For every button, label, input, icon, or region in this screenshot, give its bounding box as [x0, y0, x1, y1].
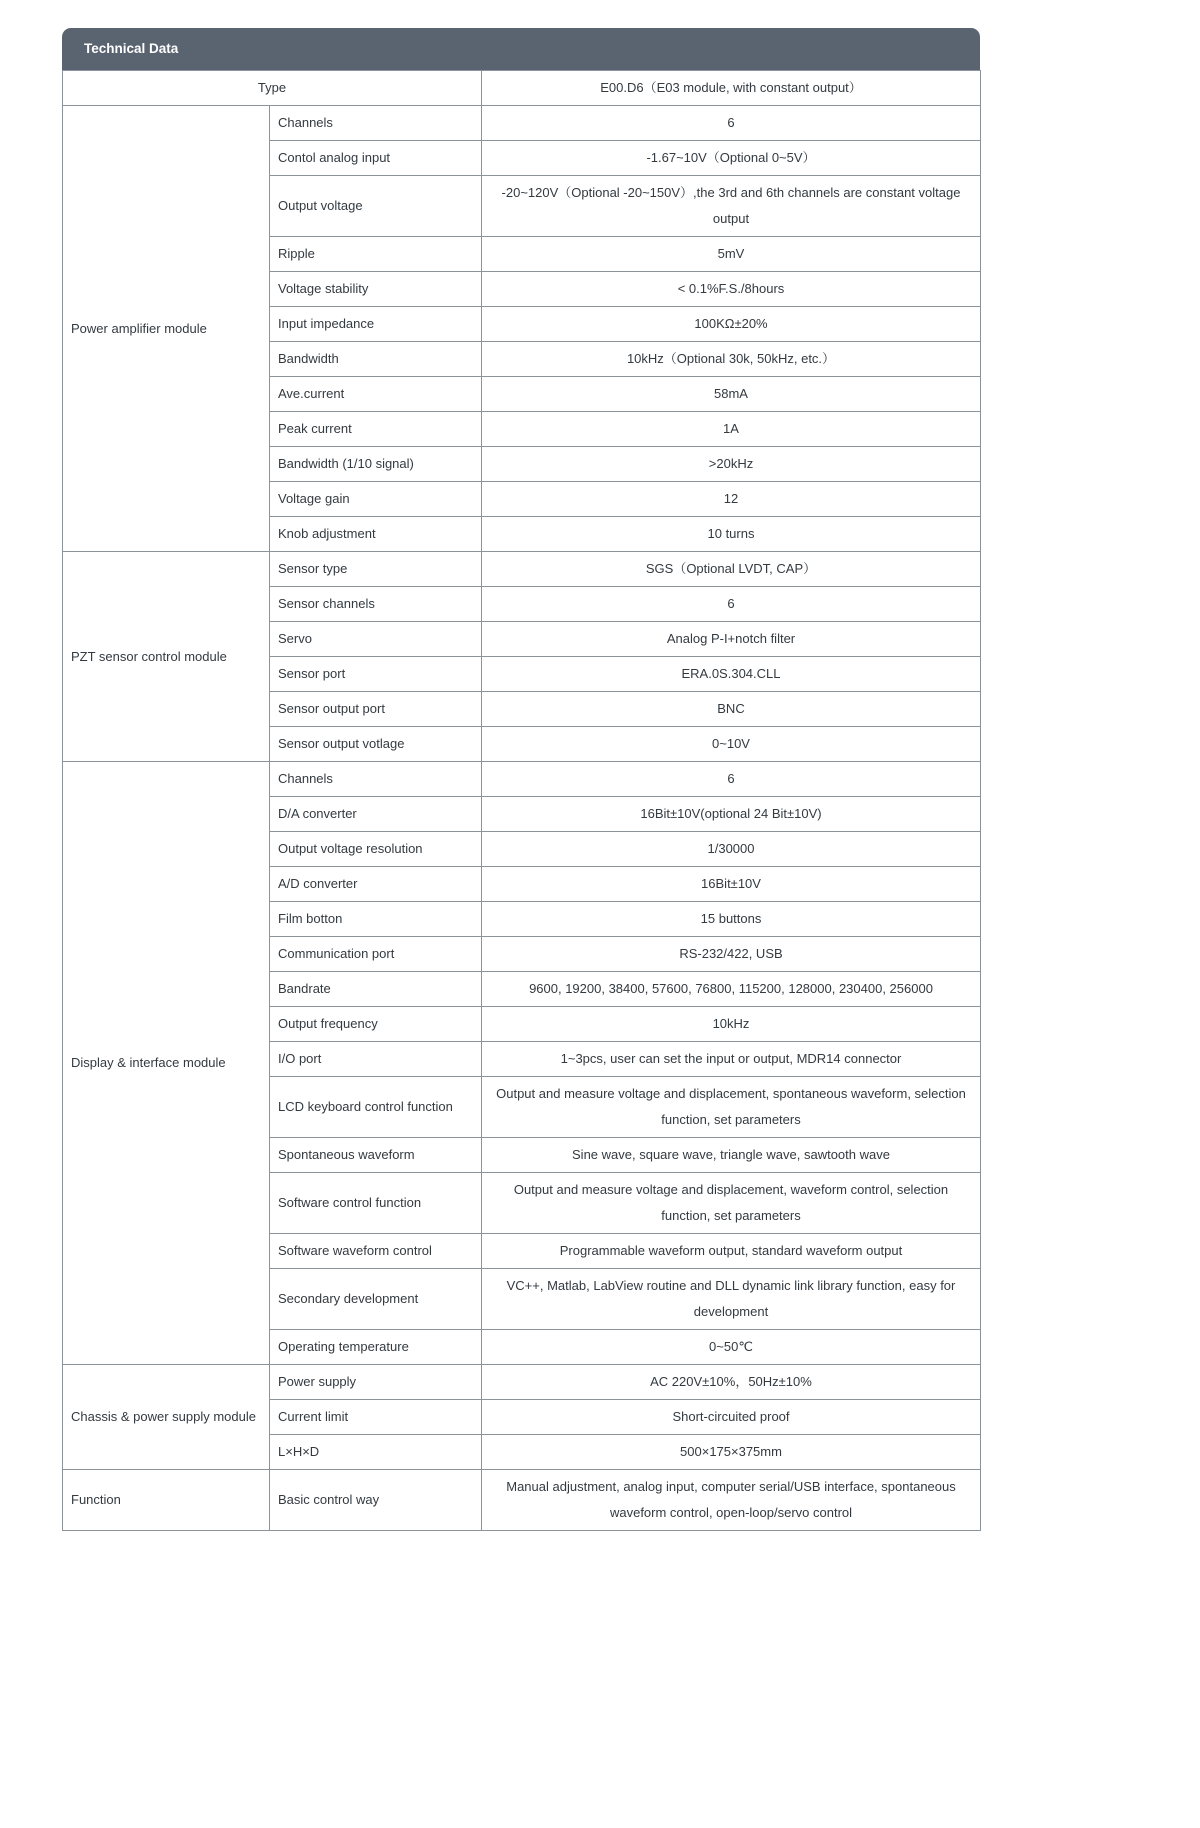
spec-row [63, 1470, 981, 1531]
param-cell: Voltage gain [270, 482, 482, 517]
param-cell: Sensor output votlage [270, 727, 482, 762]
param-cell: Peak current [270, 412, 482, 447]
param-cell: Input impedance [270, 307, 482, 342]
value-cell: < 0.1%F.S./8hours [482, 272, 981, 307]
value-cell: Short-circuited proof [482, 1400, 981, 1435]
value-cell: Manual adjustment, analog input, computer serial/USB interface, spontaneous waveform control, open-loop/servo control [482, 1470, 981, 1531]
technical-data-panel [62, 28, 980, 1531]
module-cell: Function [63, 1470, 270, 1531]
param-cell: LCD keyboard control function [270, 1077, 482, 1138]
param-cell: I/O port [270, 1042, 482, 1077]
value-cell: 10kHz（Optional 30k, 50kHz, etc.） [482, 342, 981, 377]
spec-row [63, 762, 981, 797]
param-cell: Channels [270, 106, 482, 141]
panel-title: Technical Data [62, 28, 980, 70]
param-cell: D/A converter [270, 797, 482, 832]
value-cell: Output and measure voltage and displacement, spontaneous waveform, selection function, set parameters [482, 1077, 981, 1138]
module-cell: Display & interface module [63, 762, 270, 1365]
param-cell: Spontaneous waveform [270, 1138, 482, 1173]
value-cell: SGS（Optional LVDT, CAP） [482, 552, 981, 587]
value-cell: 16Bit±10V(optional 24 Bit±10V) [482, 797, 981, 832]
value-cell: Analog P-I+notch filter [482, 622, 981, 657]
param-cell: Basic control way [270, 1470, 482, 1531]
module-cell: PZT sensor control module [63, 552, 270, 762]
param-cell: Ripple [270, 237, 482, 272]
type-label-cell: Type [63, 71, 482, 106]
spec-row [63, 552, 981, 587]
param-cell: Ave.current [270, 377, 482, 412]
value-cell: 6 [482, 106, 981, 141]
value-cell: >20kHz [482, 447, 981, 482]
value-cell: 16Bit±10V [482, 867, 981, 902]
param-cell: A/D converter [270, 867, 482, 902]
param-cell: Power supply [270, 1365, 482, 1400]
value-cell: 1~3pcs, user can set the input or output, MDR14 connector [482, 1042, 981, 1077]
value-cell: -1.67~10V（Optional 0~5V） [482, 141, 981, 176]
param-cell: Servo [270, 622, 482, 657]
value-cell: 10 turns [482, 517, 981, 552]
spec-table [62, 70, 981, 1531]
param-cell: Secondary development [270, 1269, 482, 1330]
param-cell: Film botton [270, 902, 482, 937]
param-cell: Bandwidth [270, 342, 482, 377]
param-cell: Output voltage [270, 176, 482, 237]
module-cell: Chassis & power supply module [63, 1365, 270, 1470]
value-cell: VC++, Matlab, LabView routine and DLL dynamic link library function, easy for development [482, 1269, 981, 1330]
param-cell: Output voltage resolution [270, 832, 482, 867]
param-cell: Voltage stability [270, 272, 482, 307]
value-cell: 10kHz [482, 1007, 981, 1042]
param-cell: Communication port [270, 937, 482, 972]
param-cell: Bandrate [270, 972, 482, 1007]
param-cell: Software waveform control [270, 1234, 482, 1269]
value-cell: 6 [482, 762, 981, 797]
param-cell: Software control function [270, 1173, 482, 1234]
param-cell: Contol analog input [270, 141, 482, 176]
value-cell: RS-232/422, USB [482, 937, 981, 972]
value-cell: AC 220V±10%，50Hz±10% [482, 1365, 981, 1400]
module-cell: Power amplifier module [63, 106, 270, 552]
type-row [63, 71, 981, 106]
value-cell: Programmable waveform output, standard waveform output [482, 1234, 981, 1269]
value-cell: BNC [482, 692, 981, 727]
value-cell: 0~10V [482, 727, 981, 762]
value-cell: 0~50℃ [482, 1330, 981, 1365]
param-cell: Channels [270, 762, 482, 797]
type-value-cell: E00.D6（E03 module, with constant output） [482, 71, 981, 106]
value-cell: 1A [482, 412, 981, 447]
param-cell: Sensor output port [270, 692, 482, 727]
value-cell: 100KΩ±20% [482, 307, 981, 342]
value-cell: Output and measure voltage and displacement, waveform control, selection function, set parameters [482, 1173, 981, 1234]
value-cell: 5mV [482, 237, 981, 272]
value-cell: -20~120V（Optional -20~150V）,the 3rd and 6th channels are constant voltage output [482, 176, 981, 237]
param-cell: Knob adjustment [270, 517, 482, 552]
value-cell: 12 [482, 482, 981, 517]
param-cell: Sensor type [270, 552, 482, 587]
value-cell: 500×175×375mm [482, 1435, 981, 1470]
spec-table-body [63, 71, 981, 1531]
param-cell: Sensor port [270, 657, 482, 692]
param-cell: Operating temperature [270, 1330, 482, 1365]
param-cell: Bandwidth (1/10 signal) [270, 447, 482, 482]
value-cell: Sine wave, square wave, triangle wave, sawtooth wave [482, 1138, 981, 1173]
param-cell: L×H×D [270, 1435, 482, 1470]
param-cell: Output frequency [270, 1007, 482, 1042]
value-cell: 9600, 19200, 38400, 57600, 76800, 115200, 128000, 230400, 256000 [482, 972, 981, 1007]
param-cell: Sensor channels [270, 587, 482, 622]
value-cell: 15 buttons [482, 902, 981, 937]
value-cell: ERA.0S.304.CLL [482, 657, 981, 692]
value-cell: 58mA [482, 377, 981, 412]
spec-row [63, 1365, 981, 1400]
value-cell: 1/30000 [482, 832, 981, 867]
spec-row [63, 106, 981, 141]
param-cell: Current limit [270, 1400, 482, 1435]
value-cell: 6 [482, 587, 981, 622]
